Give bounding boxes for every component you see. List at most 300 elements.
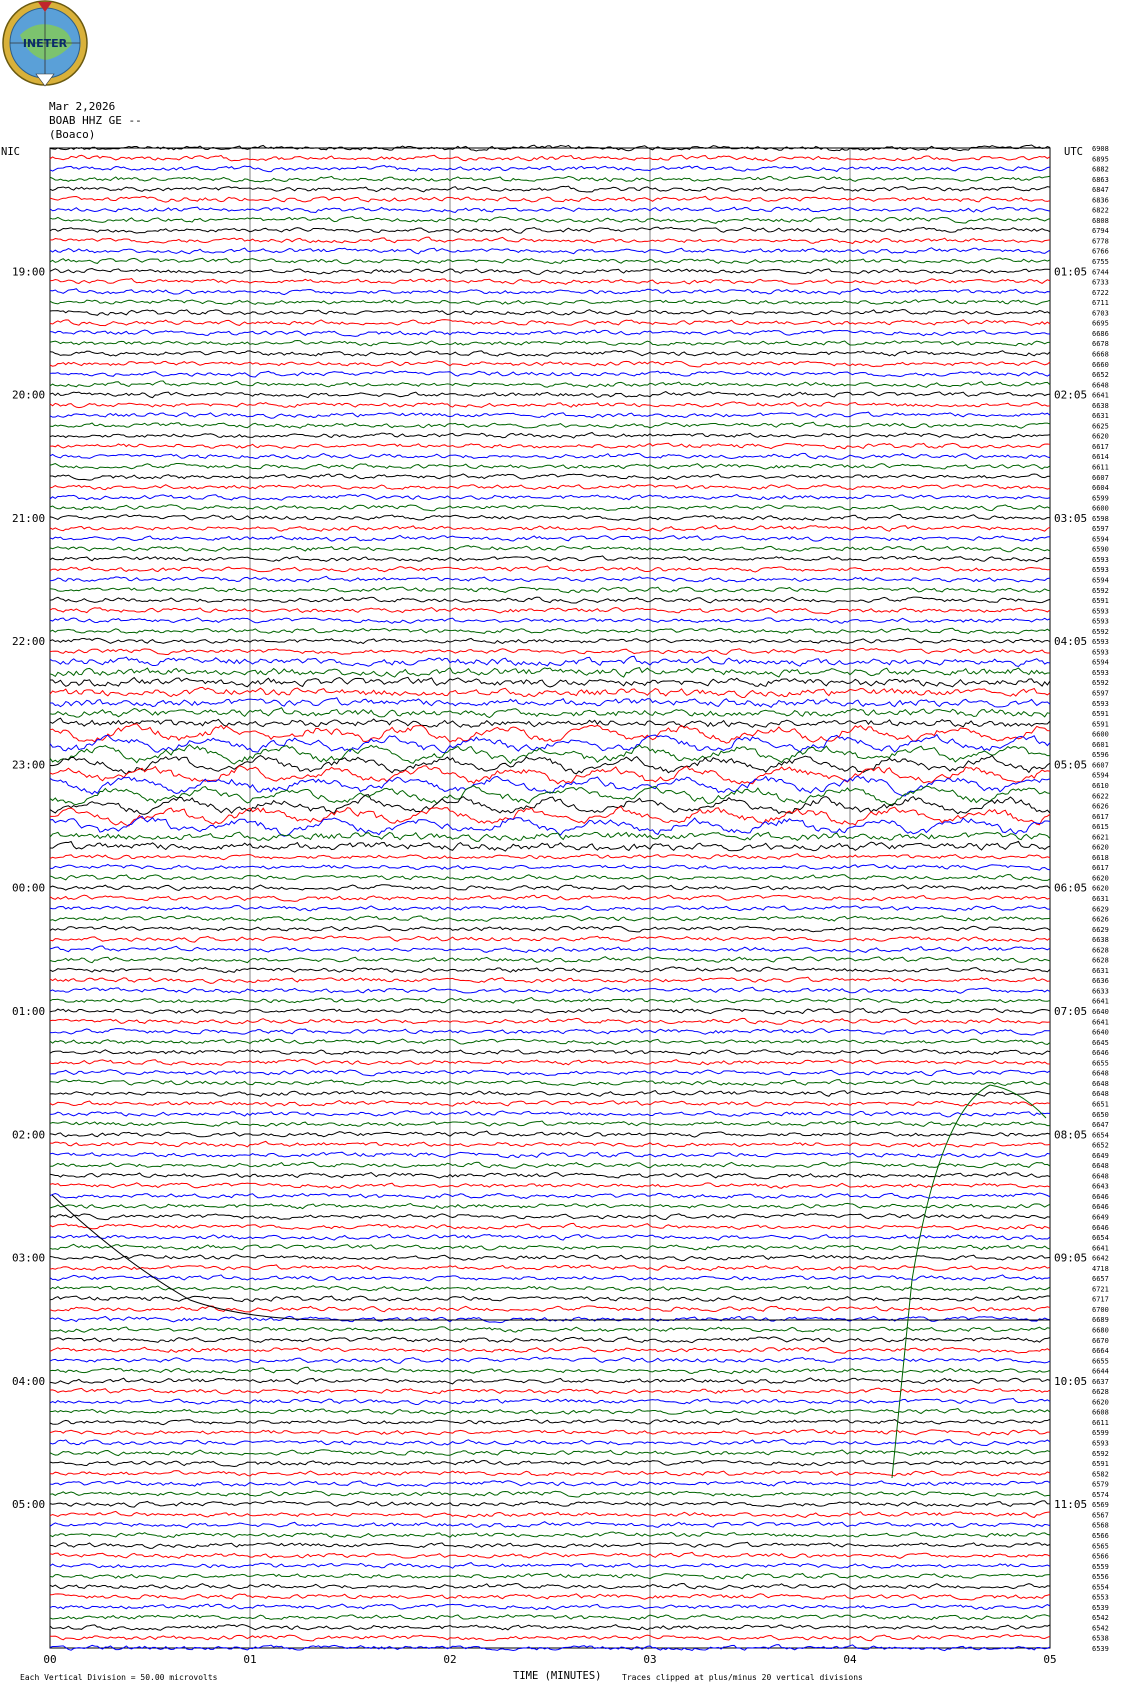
- left-time-label: 00:00: [12, 881, 46, 895]
- trace-offset-label: 6615: [1092, 823, 1109, 832]
- trace-offset-label: 6652: [1092, 1141, 1109, 1150]
- seismic-trace: [50, 1378, 1050, 1384]
- trace-offset-label: 6574: [1092, 1490, 1109, 1499]
- trace-offset-label: 6631: [1092, 966, 1109, 975]
- seismic-trace: [50, 330, 1050, 336]
- seismic-trace: [50, 1244, 1050, 1250]
- trace-offset-label: 6607: [1092, 761, 1109, 770]
- trace-offset-label: 6591: [1092, 720, 1109, 729]
- trace-offset-label: 6592: [1092, 1449, 1109, 1458]
- seismic-trace: [50, 841, 1050, 851]
- trace-offset-label: 6593: [1092, 699, 1109, 708]
- seismic-trace: [50, 1327, 1050, 1333]
- seismic-trace: [50, 1481, 1050, 1487]
- seismic-trace: [50, 196, 1050, 202]
- seismic-trace: [50, 946, 1050, 952]
- trace-offset-label: 6568: [1092, 1521, 1109, 1530]
- seismic-trace: [50, 1450, 1050, 1456]
- trace-offset-label: 6591: [1092, 710, 1109, 719]
- seismic-trace: [50, 248, 1050, 254]
- seismic-trace: [50, 724, 1050, 743]
- seismic-trace: [50, 1542, 1050, 1548]
- trace-offset-label: 6620: [1092, 874, 1109, 883]
- trace-offset-label: 6638: [1092, 401, 1109, 410]
- trace-offset-label: 6641: [1092, 1018, 1109, 1027]
- seismic-trace: [50, 1255, 1050, 1261]
- seismic-trace: [50, 485, 1050, 490]
- trace-offset-label: 6600: [1092, 730, 1109, 739]
- trace-offset-label: 6633: [1092, 987, 1109, 996]
- trace-offset-label: 6593: [1092, 555, 1109, 564]
- trace-offset-label: 6654: [1092, 1131, 1109, 1140]
- left-time-label: 20:00: [12, 388, 46, 402]
- seismic-trace: [50, 1491, 1050, 1497]
- seismic-trace: [50, 597, 1050, 603]
- seismic-trace: [50, 340, 1050, 345]
- trace-offset-label: 6600: [1092, 504, 1109, 513]
- seismic-trace: [50, 186, 1050, 192]
- trace-offset-label: 6646: [1092, 1049, 1109, 1058]
- trace-offset-label: 6863: [1092, 175, 1109, 184]
- trace-offset-label: 6622: [1092, 792, 1109, 801]
- trace-offset-label: 6711: [1092, 299, 1109, 308]
- x-axis-label: TIME (MINUTES): [513, 1670, 602, 1682]
- seismic-trace: [50, 1141, 1050, 1147]
- trace-offset-label: 6621: [1092, 833, 1109, 842]
- seismic-trace: [50, 708, 1050, 718]
- trace-offset-label: 6593: [1092, 607, 1109, 616]
- trace-offset-label: 6778: [1092, 237, 1109, 246]
- seismic-trace: [50, 1162, 1050, 1168]
- trace-offset-label: 6596: [1092, 751, 1109, 760]
- seismic-trace: [50, 1573, 1050, 1579]
- seismic-trace: [50, 432, 1050, 438]
- seismic-trace: [50, 1337, 1050, 1343]
- trace-offset-label: 6569: [1092, 1501, 1109, 1510]
- seismic-trace: [50, 371, 1050, 377]
- seismic-trace: [50, 566, 1050, 572]
- trace-offset-label: 6620: [1092, 432, 1109, 441]
- seismic-trace: [50, 832, 1050, 841]
- trace-offset-label: 6644: [1092, 1367, 1109, 1376]
- seismic-trace: [50, 1101, 1050, 1107]
- trace-offset-label: 6539: [1092, 1603, 1109, 1612]
- trace-offset-label: 6599: [1092, 1429, 1109, 1438]
- seismic-trace: [50, 807, 1050, 826]
- trace-offset-label: 6593: [1092, 638, 1109, 647]
- seismic-trace: [50, 1234, 1050, 1240]
- seismic-trace: [50, 607, 1050, 613]
- seismic-trace: [50, 207, 1050, 212]
- seismic-trace: [50, 299, 1050, 304]
- trace-offset-label: 6593: [1092, 617, 1109, 626]
- trace-offset-label: 6566: [1092, 1531, 1109, 1540]
- trace-offset-label: 6655: [1092, 1059, 1109, 1068]
- seismic-trace: [50, 718, 1050, 727]
- trace-offset-label: 6593: [1092, 668, 1109, 677]
- seismic-trace: [50, 474, 1050, 480]
- trace-offset-label: 6617: [1092, 442, 1109, 451]
- seismic-trace: [50, 1625, 1050, 1631]
- seismic-trace: [50, 1050, 1050, 1055]
- trace-offset-label: 6593: [1092, 566, 1109, 575]
- seismic-trace: [50, 1419, 1050, 1425]
- trace-offset-label: 6590: [1092, 545, 1109, 554]
- seismic-trace: [50, 546, 1050, 552]
- seismic-trace: [50, 1583, 1050, 1589]
- trace-offset-label: 6626: [1092, 915, 1109, 924]
- seismic-trace: [50, 515, 1050, 521]
- seismic-trace: [50, 628, 1050, 633]
- seismic-trace: [50, 422, 1050, 428]
- seismic-trace: [50, 1039, 1050, 1045]
- trace-offset-label: 6607: [1092, 473, 1109, 482]
- trace-offset-label: 6657: [1092, 1275, 1109, 1284]
- trace-offset-label: 6822: [1092, 206, 1109, 215]
- right-time-label: 08:05: [1054, 1128, 1088, 1142]
- seismic-trace: [50, 668, 1050, 677]
- seismic-trace: [50, 755, 1050, 774]
- header-station: BOAB HHZ GE --: [49, 114, 142, 127]
- seismic-trace: [50, 1388, 1050, 1394]
- right-time-label: 04:05: [1054, 635, 1088, 649]
- trace-offset-label: 6591: [1092, 597, 1109, 606]
- seismic-trace: [50, 1018, 1050, 1024]
- seismic-trace: [50, 875, 1050, 881]
- trace-offset-label: 6594: [1092, 535, 1109, 544]
- right-time-label: 10:05: [1054, 1374, 1088, 1388]
- seismic-trace: [50, 351, 1050, 357]
- seismic-trace: [50, 443, 1050, 449]
- trace-offset-label: 6648: [1092, 1172, 1109, 1181]
- seismic-trace: [50, 505, 1050, 511]
- seismic-trace: [50, 576, 1050, 582]
- left-time-label: 01:00: [12, 1005, 46, 1019]
- clip-note: Traces clipped at plus/minus 20 vertical divisions: [622, 1673, 863, 1682]
- x-tick-label: 04: [843, 1653, 857, 1666]
- trace-offset-label: 6594: [1092, 658, 1109, 667]
- trace-offset-label: 6617: [1092, 812, 1109, 821]
- seismic-trace: [50, 1059, 1050, 1065]
- trace-offset-label: 6593: [1092, 1439, 1109, 1448]
- seismic-trace: [50, 494, 1050, 500]
- trace-offset-label: 6542: [1092, 1614, 1109, 1623]
- trace-offset-label: 6808: [1092, 216, 1109, 225]
- seismic-trace: [50, 1635, 1050, 1641]
- trace-offset-label: 6640: [1092, 1028, 1109, 1037]
- trace-offset-label: 6648: [1092, 1069, 1109, 1078]
- seismic-trace: [50, 1173, 1050, 1179]
- trace-offset-label: 6641: [1092, 1244, 1109, 1253]
- seismic-trace: [50, 926, 1050, 932]
- trace-offset-label: 6646: [1092, 1192, 1109, 1201]
- trace-offset-label: 6604: [1092, 484, 1109, 493]
- trace-offset-label: 6629: [1092, 925, 1109, 934]
- seismic-trace: [50, 854, 1050, 860]
- seismic-trace: [50, 237, 1050, 243]
- trace-offset-label: 6660: [1092, 360, 1109, 369]
- trace-offset-label: 6626: [1092, 802, 1109, 811]
- trace-offset-label: 6629: [1092, 905, 1109, 914]
- trace-offset-label: 6601: [1092, 740, 1109, 749]
- trace-offset-label: 6579: [1092, 1480, 1109, 1489]
- trace-offset-label: 6689: [1092, 1316, 1109, 1325]
- trace-offset-label: 6641: [1092, 391, 1109, 400]
- seismic-trace: [50, 1316, 1050, 1322]
- trace-offset-label: 6608: [1092, 1408, 1109, 1417]
- seismic-trace: [50, 967, 1050, 973]
- right-time-label: 06:05: [1054, 881, 1088, 895]
- seismic-trace: [50, 1594, 1050, 1600]
- seismic-trace: [50, 895, 1050, 901]
- seismic-trace: [50, 279, 1050, 285]
- trace-offset-label: 6654: [1092, 1234, 1109, 1243]
- trace-offset-label: 6655: [1092, 1357, 1109, 1366]
- trace-offset-label: 6638: [1092, 936, 1109, 945]
- left-time-label: 22:00: [12, 635, 46, 649]
- trace-offset-label: 6642: [1092, 1254, 1109, 1263]
- trace-offset-label: 6582: [1092, 1470, 1109, 1479]
- trace-offset-label: 6836: [1092, 196, 1109, 205]
- seismic-trace: [50, 1357, 1050, 1363]
- seismic-trace: [50, 556, 1050, 562]
- trace-offset-label: 6722: [1092, 288, 1109, 297]
- trace-offset-label: 6637: [1092, 1377, 1109, 1386]
- seismic-trace: [50, 217, 1050, 224]
- seismic-trace: [50, 1460, 1050, 1466]
- seismic-trace: [50, 648, 1050, 654]
- seismic-trace: [50, 885, 1050, 891]
- seismic-trace: [50, 1511, 1050, 1517]
- trace-offset-label: 6648: [1092, 1079, 1109, 1088]
- seismic-trace: [50, 1152, 1050, 1158]
- seismic-trace: [50, 269, 1050, 275]
- right-time-label: 03:05: [1054, 511, 1088, 525]
- right-time-label: 07:05: [1054, 1005, 1088, 1019]
- trace-offset-label: 6882: [1092, 165, 1109, 174]
- x-tick-label: 03: [643, 1653, 657, 1666]
- trace-offset-label: 6631: [1092, 895, 1109, 903]
- trace-offset-label: 6703: [1092, 309, 1109, 318]
- trace-offset-label: 6592: [1092, 627, 1109, 636]
- trace-offset-label: 6700: [1092, 1305, 1109, 1314]
- trace-offset-label: 6567: [1092, 1511, 1109, 1520]
- trace-offset-label: 6670: [1092, 1336, 1109, 1345]
- seismic-trace: [50, 1131, 1050, 1137]
- seismic-trace: [50, 1367, 1050, 1373]
- trace-offset-label: 6554: [1092, 1583, 1109, 1592]
- header-location: (Boaco): [49, 128, 96, 141]
- scale-note: Each Vertical Division = 50.00 microvolts: [20, 1673, 218, 1682]
- seismic-trace: [50, 1286, 1050, 1291]
- seismic-trace: [50, 166, 1050, 172]
- seismic-trace: [50, 1563, 1050, 1569]
- right-time-label: 01:05: [1054, 265, 1088, 279]
- seismic-trace: [50, 1522, 1050, 1528]
- seismic-trace: [50, 1008, 1050, 1014]
- seismic-trace: [50, 656, 1050, 666]
- trace-offset-label: 6678: [1092, 340, 1109, 349]
- trace-offset-label: 6542: [1092, 1624, 1109, 1633]
- seismic-trace: [50, 526, 1050, 532]
- seismic-trace: [50, 1121, 1050, 1127]
- seismic-trace: [50, 289, 1050, 295]
- left-time-label: 19:00: [12, 265, 46, 279]
- trace-offset-label: 6611: [1092, 463, 1109, 472]
- trace-offset-label: 6636: [1092, 977, 1109, 986]
- seismic-trace: [50, 698, 1050, 708]
- left-time-label: 21:00: [12, 511, 46, 525]
- trace-offset-label: 6650: [1092, 1110, 1109, 1119]
- seismic-trace: [50, 816, 1050, 836]
- seismic-trace: [50, 1306, 1050, 1312]
- trace-offset-label: 6566: [1092, 1552, 1109, 1561]
- trace-offset-label: 6565: [1092, 1542, 1109, 1551]
- left-time-label: 23:00: [12, 758, 46, 772]
- seismic-trace: [50, 1029, 1050, 1035]
- trace-offset-label: 6664: [1092, 1347, 1109, 1356]
- seismic-trace: [50, 795, 1050, 815]
- seismic-trace: [50, 587, 1050, 593]
- right-time-label: 09:05: [1054, 1251, 1088, 1265]
- seismic-trace: [50, 936, 1050, 942]
- seismic-trace: [50, 1091, 1050, 1097]
- left-time-label: 05:00: [12, 1498, 46, 1512]
- trace-offset-label: 6618: [1092, 853, 1109, 862]
- logo-text: INETER: [22, 37, 68, 50]
- trace-offset-label: 6643: [1092, 1182, 1109, 1191]
- trace-offset-label: 6641: [1092, 997, 1109, 1006]
- header-date: Mar 2,2026: [49, 100, 116, 113]
- trace-offset-label: 6611: [1092, 1418, 1109, 1427]
- seismic-trace: [50, 361, 1050, 367]
- trace-offset-label: 6668: [1092, 350, 1109, 359]
- seismic-trace: [50, 1604, 1050, 1610]
- seismic-trace: [50, 1296, 1050, 1302]
- trace-offset-label: 6597: [1092, 525, 1109, 534]
- seismic-trace: [50, 1111, 1050, 1117]
- trace-offset-label: 6538: [1092, 1634, 1109, 1643]
- teleseism-trace-green: [892, 1085, 1046, 1478]
- seismic-trace: [50, 864, 1050, 870]
- trace-offset-label: 6652: [1092, 371, 1109, 380]
- trace-offset-label: 6646: [1092, 1203, 1109, 1212]
- trace-offset-label: 6628: [1092, 1388, 1109, 1397]
- seismic-trace: [50, 227, 1050, 233]
- trace-offset-label: 6766: [1092, 247, 1109, 256]
- seismic-trace: [50, 392, 1050, 398]
- seismic-trace: [50, 638, 1050, 643]
- seismic-trace: [50, 1203, 1050, 1208]
- trace-offset-label: 6648: [1092, 1162, 1109, 1171]
- seismic-trace: [50, 1275, 1050, 1281]
- trace-offset-label: 6592: [1092, 586, 1109, 595]
- trace-offset-label: 6695: [1092, 319, 1109, 328]
- trace-offset-label: 6640: [1092, 1008, 1109, 1017]
- seismic-trace: [50, 176, 1050, 182]
- seismic-trace: [50, 916, 1050, 922]
- seismic-trace: [50, 1347, 1050, 1353]
- seismic-trace: [50, 1223, 1050, 1229]
- trace-offset-label: 6594: [1092, 576, 1109, 585]
- left-time-label: 04:00: [12, 1374, 46, 1388]
- trace-offset-label: 6592: [1092, 679, 1109, 688]
- seismic-trace: [50, 155, 1050, 161]
- right-time-label: 11:05: [1054, 1498, 1088, 1512]
- trace-offset-label: 6631: [1092, 412, 1109, 421]
- trace-offset-label: 6651: [1092, 1100, 1109, 1109]
- trace-offset-label: 6648: [1092, 1090, 1109, 1099]
- trace-offset-label: 6556: [1092, 1573, 1109, 1582]
- seismic-trace: [50, 1070, 1050, 1076]
- trace-offset-label: 6594: [1092, 771, 1109, 780]
- right-timezone-label: UTC: [1064, 146, 1083, 158]
- seismic-trace: [50, 1409, 1050, 1415]
- trace-offset-label: 6599: [1092, 494, 1109, 503]
- trace-offset-label: 6649: [1092, 1213, 1109, 1222]
- x-tick-label: 02: [443, 1653, 457, 1666]
- trace-offset-label: 6553: [1092, 1593, 1109, 1602]
- trace-offset-label: 6610: [1092, 781, 1109, 790]
- seismic-trace: [50, 987, 1050, 993]
- trace-offset-label: 6895: [1092, 155, 1109, 164]
- seismic-trace: [50, 977, 1050, 983]
- seismic-trace: [50, 412, 1050, 418]
- x-tick-label: 00: [43, 1653, 57, 1666]
- trace-offset-label: 6620: [1092, 884, 1109, 893]
- seismic-trace: [50, 453, 1050, 459]
- trace-offset-label: 6614: [1092, 453, 1109, 462]
- seismic-trace: [50, 381, 1050, 387]
- trace-offset-label: 6648: [1092, 381, 1109, 390]
- seismic-trace: [50, 1213, 1050, 1219]
- right-time-label: 02:05: [1054, 388, 1088, 402]
- seismic-trace: [50, 1265, 1050, 1271]
- seismic-trace: [50, 1615, 1050, 1620]
- trace-offset-label: 6755: [1092, 258, 1109, 267]
- x-tick-label: 01: [243, 1653, 257, 1666]
- seismic-trace: [50, 998, 1050, 1004]
- seismic-trace: [50, 1080, 1050, 1086]
- seismic-trace: [50, 1552, 1050, 1558]
- seismic-trace: [50, 1430, 1050, 1436]
- trace-offset-label: 6647: [1092, 1121, 1109, 1130]
- right-time-label: 05:05: [1054, 758, 1088, 772]
- trace-offset-label: 6620: [1092, 843, 1109, 852]
- seismic-trace: [50, 464, 1050, 470]
- seismic-trace: [50, 1471, 1050, 1476]
- x-tick-label: 05: [1043, 1653, 1057, 1666]
- trace-offset-label: 6908: [1092, 145, 1109, 153]
- seismic-trace: [50, 535, 1050, 541]
- trace-offset-label: 6628: [1092, 946, 1109, 955]
- trace-offset-label: 6744: [1092, 268, 1109, 277]
- trace-offset-label: 6645: [1092, 1038, 1109, 1047]
- seismic-trace: [50, 1532, 1050, 1538]
- seismic-trace: [50, 402, 1050, 408]
- seismic-trace: [50, 687, 1050, 697]
- trace-offset-label: 6598: [1092, 514, 1109, 523]
- trace-offset-label: 6686: [1092, 329, 1109, 338]
- seismic-trace: [50, 310, 1050, 316]
- trace-offset-label: 6593: [1092, 648, 1109, 657]
- trace-offset-label: 6597: [1092, 689, 1109, 698]
- trace-offset-label: 6721: [1092, 1285, 1109, 1294]
- seismic-trace: [50, 320, 1050, 326]
- trace-offset-label: 6617: [1092, 864, 1109, 873]
- seismic-trace: [50, 957, 1050, 963]
- trace-offset-label: 6680: [1092, 1326, 1109, 1335]
